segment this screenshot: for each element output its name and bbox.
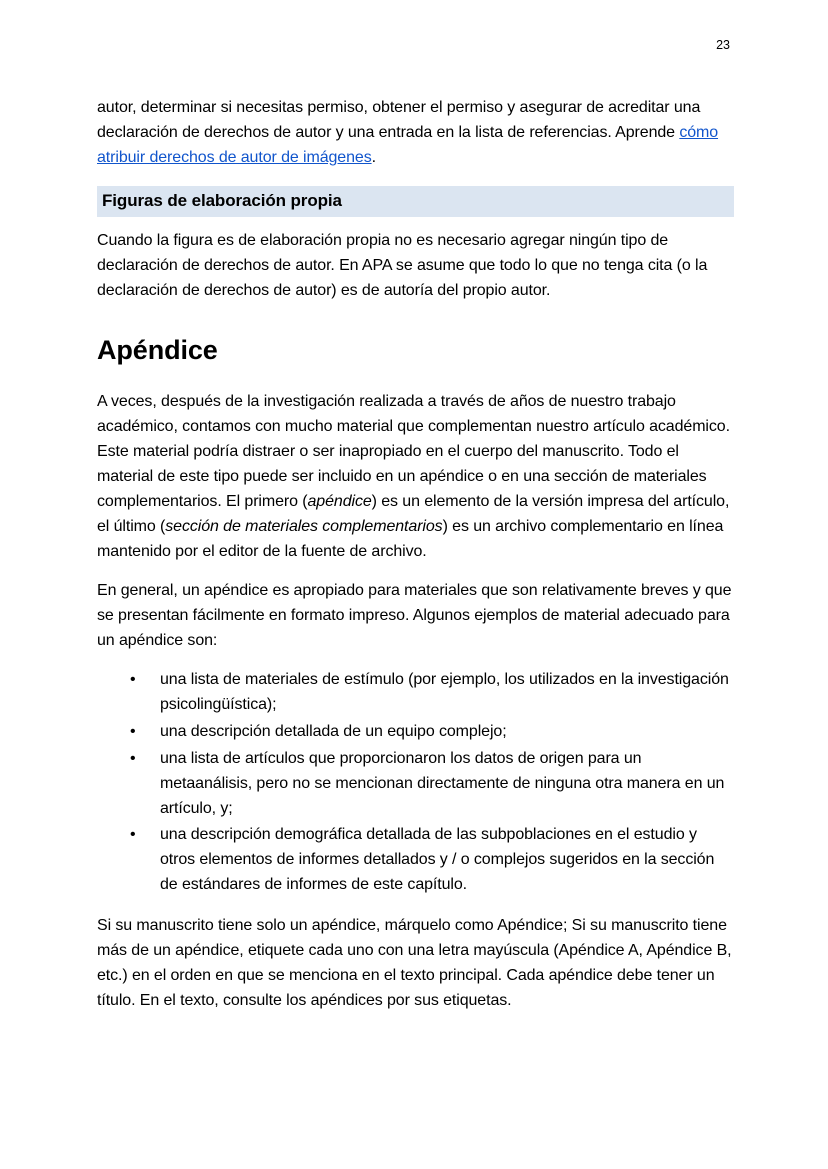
figuras-paragraph: Cuando la figura es de elaboración propia no es necesario agregar ningún tipo de declaración de derechos de autor. En APA se asume que todo lo que no tenga cita (o la declaración de derechos de autor) es de autoría del propio autor. bbox=[97, 231, 708, 299]
list-item: • una descripción detallada de un equipo complejo; bbox=[97, 720, 734, 745]
intro-text-before-link: autor, determinar si necesitas permiso, obtener el permiso y asegurar de acreditar una declaración de derechos de autor y una entrada en la lista de referencias. Aprende bbox=[97, 99, 701, 141]
section-heading-apendice: Apéndice bbox=[97, 334, 218, 365]
list-item: • una lista de materiales de estímulo (por ejemplo, los utilizados en la investigación psicolingüística); bbox=[97, 668, 734, 718]
apendice-p1-italic-apendice: apéndice bbox=[307, 493, 372, 511]
page-content bbox=[97, 96, 734, 1028]
image-copyright-link[interactable]: cómo atribuir derechos de autor de imágenes bbox=[97, 123, 719, 166]
apendice-bullet-list bbox=[97, 668, 734, 899]
section-heading-figuras-elaboracion-propia: Figuras de elaboración propia bbox=[97, 186, 734, 217]
apendice-p1-italic-seccion-materiales: sección de materiales complementarios bbox=[165, 517, 443, 535]
apendice-p1-text-3: ) es un archivo complementario en línea mantenido por el editor de la fuente de archivo. bbox=[97, 517, 724, 560]
page-number: 23 bbox=[716, 38, 730, 52]
apendice-paragraph-2: En general, un apéndice es apropiado para materiales que son relativamente breves y que se presentan fácilmente en formato impreso. Algunos ejemplos de material adecuado para un apéndice son: bbox=[97, 581, 732, 649]
apendice-paragraph-3: Si su manuscrito tiene solo un apéndice, márquelo como Apéndice; Si su manuscrito tiene más de un apéndice, etiquete cada uno con una letra mayúscula (Apéndice A, Apéndice B, etc.) en el orden en que se menciona en el texto principal. Cada apéndice debe tener un título. En el texto, consulte los apéndices por sus etiquetas. bbox=[97, 917, 732, 1010]
list-item: • una lista de artículos que proporcionaron los datos de origen para un metaanálisis, pero no se mencionan directamente de ninguna otra manera en un artículo, y; bbox=[97, 747, 734, 822]
apendice-p1-text-2: ) es un elemento de la versión impresa del artículo, el último ( bbox=[97, 493, 730, 535]
list-item: • una descripción demográfica detallada de las subpoblaciones en el estudio y otros elementos de informes detallados y / o complejos sugeridos en la sección de estándares de informes de este capítulo. bbox=[97, 823, 734, 898]
apendice-p1-text-1: A veces, después de la investigación realizada a través de años de nuestro trabajo académico, contamos con mucho material que complementan nuestro artículo académico. Este material podría distraer o ser inapropiado en el cuerpo del manuscrito. Todo el material de este tipo puede ser incluido en un apéndice o en una sección de materiales complementarios. El primero ( bbox=[97, 393, 730, 511]
apendice-paragraph-1 bbox=[97, 390, 734, 565]
intro-text-after-link: . bbox=[371, 148, 376, 166]
intro-paragraph bbox=[97, 96, 734, 171]
